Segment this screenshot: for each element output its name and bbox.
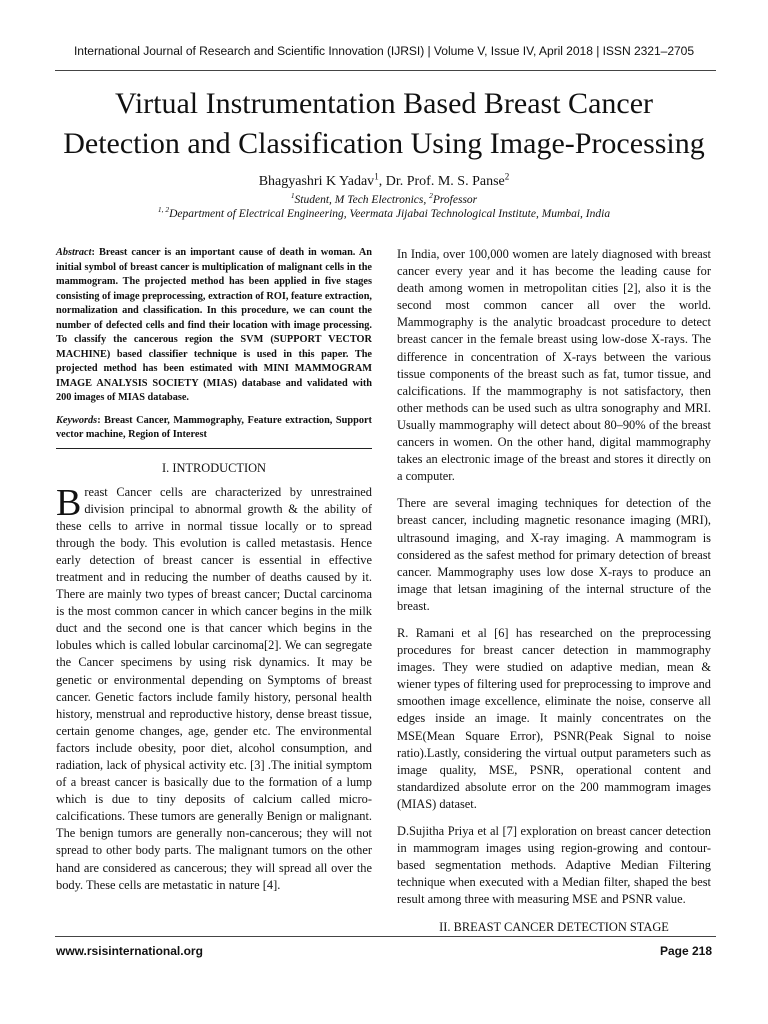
section-1-heading: I. INTRODUCTION	[162, 460, 266, 475]
author-1: Bhagyashri K Yadav	[258, 174, 375, 189]
left-column	[56, 246, 372, 894]
right-paragraph-4: D.Sujitha Priya et al [7] exploration on breast cancer detection in mammogram images using region-growing and contour-based segmentation methods. Adaptive Median Filtering technique when executed with a Median filter, shaped the best result among three with measuring MSE and PSNR value.	[397, 824, 711, 907]
author-list	[0, 171, 768, 190]
abstract-label: Abstract	[56, 247, 92, 258]
drop-cap: B	[56, 481, 82, 524]
role-2-mark: 2	[429, 191, 433, 201]
dept-text: Department of Electrical Engineering, Veermata Jijabai Technological Institute, Mumbai, India	[169, 208, 611, 220]
author-2: Dr. Prof. M. S. Panse	[385, 174, 505, 189]
introduction-text: reast Cancer cells are characterized by unrestrained division principal to abnormal growth & the ability of these cells to arrive in normal tissue locally or to spread through the body. This evolution is called metastasis. Hence early detection of breast cancer is essential in effective treatment and in reducing the number of deaths caused by it. There are mainly two types of breast cancer; Ductal carcinoma is the most common cancer in which cancer begins in the milk duct and the second one is that cancer which begins in the lobules which is called lobular carcinoma[2]. We can segregate the Cancer specimens by using risk dynamics. It may be genetic or environmental depending on Symptoms of breast cancer. Genetic factors include family history, personal health history, menstrual and reproductive history, dense breast tissue, certain genome changes, age, gender etc. The environmental factors include obesity, poor diet, alcohol consumption, and radiation, lack of physical activity etc. [3] .The initial symptom of a breast cancer is basically due to the formation of a lump which is due to tiny deposits of calcium called micro-calcifications. These tumors are generally Benign or malignant. The benign tumors are generally non-cancerous; they will not spread to other body parts. The malignant tumors on the other hand are considered as cancerous; they will spread all over the body. These cells are metastatic in nature [4].	[56, 484, 372, 892]
dept-mark: 1, 2	[157, 205, 170, 215]
footer-page-number: Page 218	[659, 944, 712, 958]
role-2: Professor	[432, 194, 478, 206]
abstract-rule	[56, 448, 372, 449]
journal-header: International Journal of Research and Scientific Innovation (IJRSI) | Volume V, Issue IV, April 2018 | ISSN 2321–2705	[73, 44, 695, 58]
keywords	[56, 414, 372, 443]
footer-website: www.rsisinternational.org	[56, 944, 203, 958]
role-1: Student, M Tech Electronics,	[294, 194, 430, 206]
section-2-heading: II. BREAST CANCER DETECTION STAGE	[439, 920, 669, 935]
author-department	[0, 205, 768, 220]
title-line-2: Detection and Classification Using Image-Processing	[63, 127, 705, 160]
paper-title	[30, 84, 738, 164]
keywords-text: : Breast Cancer, Mammography, Feature extraction, Support vector machine, Region of Interest	[56, 414, 372, 440]
keywords-label: Keywords	[56, 414, 98, 426]
footer-rule	[55, 936, 716, 937]
title-line-1: Virtual Instrumentation Based Breast Cancer	[114, 87, 654, 120]
right-paragraph-3: R. Ramani et al [6] has researched on the preprocessing procedures for breast cancer detection in mammography images. They were studied on adaptive median, mean & wiener types of filtering used for preprocessing to improve and smoothen image excellence, eliminate the noise, conserve all edges inside an image. It mainly concentrates on the MSE(Mean Square Error), PSNR(Peak Signal to noise ratio).Lastly, considering the virtual output parameters such as image quality, MSE, PSNR, operational content and standardized absolute error on the 200 mammogram images (MIAS) dataset.	[397, 625, 711, 811]
right-paragraph-1: In India, over 100,000 women are lately diagnosed with breast cancer every year and it has become the leading cause for death among women in metropolitan cities [2], also it is the second most common cancer all over the world. Mammography is the analytic broadcast procedure to detect breast cancer in the female breast using low-dose X-rays. The difference in concentration of X-rays between the various tissue components of the breast such as fat, tumor tissue, and calcifications. If the mammography is not satisfactory, then other methods can be used such as ultra sonography and MRI. Usually mammography will detect about 80–90% of the breast cancers in women. On the other hand, digital mammography takes an electronic image of the breast and stores it directly on a computer.	[397, 247, 711, 484]
author-roles	[0, 191, 768, 206]
right-column	[397, 246, 711, 943]
abstract	[56, 246, 372, 406]
introduction-paragraph	[56, 481, 372, 894]
header-rule	[55, 70, 716, 71]
abstract-text: : Breast cancer is an important cause of death in woman. An initial symbol of breast cancer is multiplication of malignant cells in the mammogram. The projected method has been applied in five stages consisting of image preprocessing, extraction of ROI, feature extraction, normalization and classification. In this procedure, we can count the number of defected cells and find their location with image processing. To classify the cancerous region the SVM (SUPPORT VECTOR MACHINE) based classifier technique is used in this paper. The projected method has been estimated with MINI MAMMOGRAM IMAGE ANALYSIS SOCIETY (MIAS) database and validated with 200 images of MIAS database.	[56, 247, 373, 403]
author-1-affil-mark: 1	[374, 171, 379, 182]
right-paragraph-2: There are several imaging techniques for detection of the breast cancer, including magnetic resonance imaging (MRI), ultrasound imaging, and X-ray imaging. A mammogram is considered as the safest method for primary detection of breast cancer. Mammography uses low dose X-rays to produce an image that letsan imagining of the internal structure of the breast.	[397, 496, 711, 613]
role-1-mark: 1	[290, 191, 295, 201]
author-2-affil-mark: 2	[504, 171, 510, 182]
author-separator: ,	[378, 174, 386, 189]
